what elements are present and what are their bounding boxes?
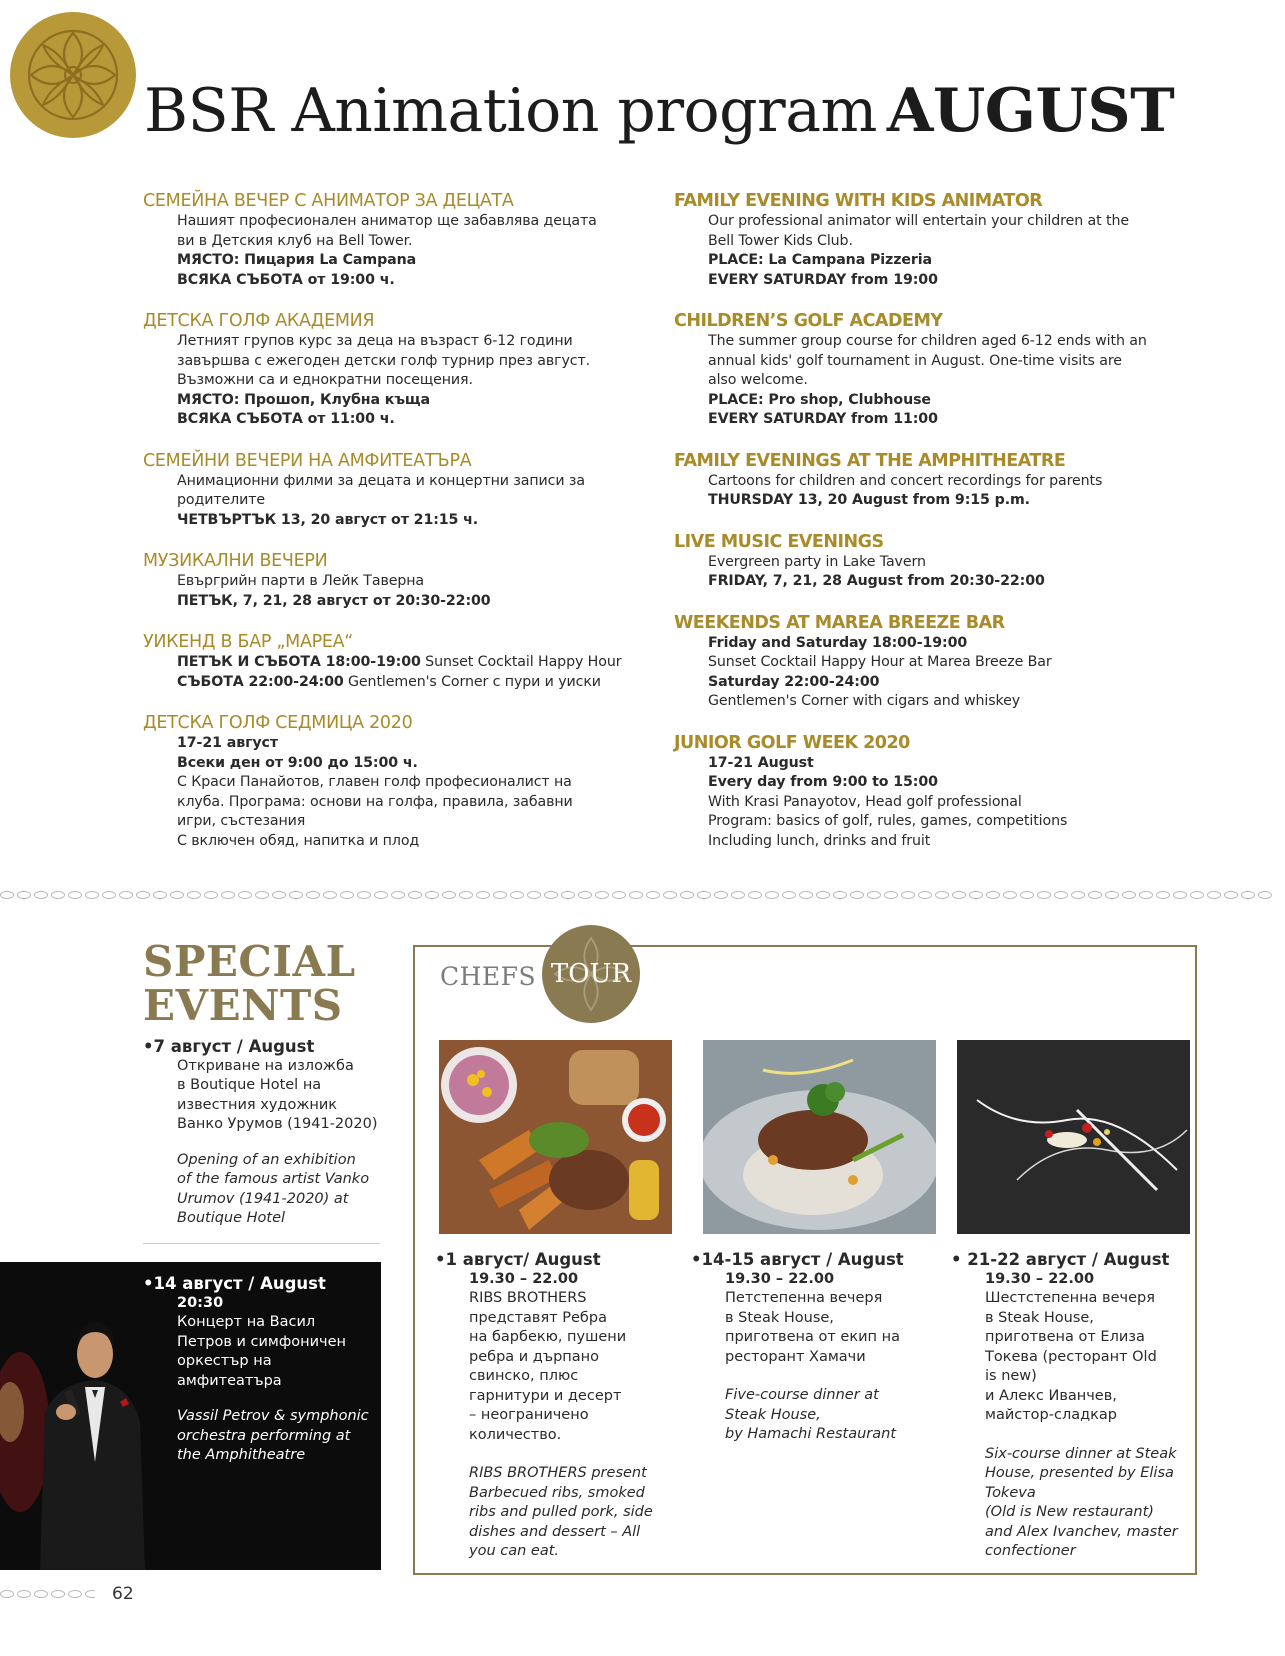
- program-item-title: СЕМЕЙНА ВЕЧЕР С АНИМАТОР ЗА ДЕЦАТА: [143, 191, 514, 211]
- program-item-line: [177, 391, 663, 411]
- divider-link: [714, 891, 728, 899]
- program-item-line: [177, 271, 663, 291]
- program-item: [674, 732, 1194, 852]
- line-text: Including lunch, drinks and fruit: [708, 832, 931, 849]
- event-line: приготвена от Елиза: [985, 1329, 1145, 1345]
- program-item-line: [708, 352, 1194, 372]
- event-line: Steak House,: [725, 1406, 821, 1423]
- program-item-line: [177, 832, 663, 852]
- divider-link: [459, 891, 473, 899]
- event-line: the Amphitheatre: [177, 1447, 306, 1463]
- program-item-line: [177, 754, 663, 774]
- line-text: Friday and Saturday 18:00-19:00: [708, 634, 968, 651]
- program-item-line: [708, 410, 1194, 430]
- line-text: Sunset Cocktail Happy Hour at Marea Breeze Bar: [708, 654, 1052, 670]
- program-item-line: [177, 734, 663, 754]
- divider-link: [1224, 891, 1238, 899]
- event-date: •14-15 август / August: [691, 1250, 904, 1269]
- line-text: The summer group course for children aged 6-12 ends with an: [708, 333, 1147, 349]
- event-line: представят Ребра: [469, 1309, 607, 1326]
- divider-link: [1054, 891, 1068, 899]
- program-item-line: [177, 812, 663, 832]
- divider-link: [1139, 891, 1153, 899]
- line-text: PLACE: La Campana Pizzeria: [708, 252, 933, 268]
- divider-link: [1258, 891, 1272, 899]
- ornament-logo: [10, 12, 136, 138]
- event-line: is new): [985, 1368, 1037, 1384]
- divider-link: [1156, 891, 1170, 899]
- program-en-column: [674, 190, 1194, 871]
- program-item-title: ДЕТСКА ГОЛФ СЕДМИЦА 2020: [143, 713, 413, 733]
- special-event-2: [0, 1262, 381, 1570]
- event-line: you can eat.: [469, 1543, 560, 1559]
- event-date: •1 август/ August: [435, 1250, 601, 1269]
- event-line: Откриване на изложба: [177, 1057, 354, 1074]
- event-line: ребра и дърпано: [469, 1348, 599, 1365]
- divider-link: [850, 891, 864, 899]
- line-text: annual kids' golf tournament in August. One-time visits are: [708, 352, 1122, 369]
- divider-link: [51, 1590, 65, 1598]
- program-item-line: [708, 692, 1194, 712]
- program-item-line: [708, 754, 1194, 774]
- divider-link: [255, 891, 269, 899]
- footer-ornament: [0, 1587, 95, 1601]
- divider-link: [901, 891, 915, 899]
- program-item: [674, 190, 1194, 290]
- line-text: ви в Детския клуб на Bell Tower.: [177, 232, 413, 249]
- line-text: МЯСТО: Пицария La Campana: [177, 252, 417, 268]
- divider-link: [476, 891, 490, 899]
- program-item-line: [177, 410, 663, 430]
- divider-link: [1207, 891, 1221, 899]
- divider-link: [442, 891, 456, 899]
- divider-link: [119, 891, 133, 899]
- line-text: 17-21 август: [177, 735, 278, 751]
- event-line: гарнитури и десерт: [469, 1387, 622, 1404]
- divider-link: [1003, 891, 1017, 899]
- program-item-line: [708, 332, 1194, 352]
- event-line: Five-course dinner at: [725, 1387, 879, 1403]
- chefs-event-1: [435, 1250, 685, 1562]
- program-item-line: [708, 773, 1194, 793]
- event-line: Boutique Hotel: [177, 1210, 286, 1226]
- program-item-title: CHILDREN’S GOLF ACADEMY: [674, 311, 943, 331]
- line-text: 17-21 August: [708, 754, 814, 771]
- divider-link: [408, 891, 422, 899]
- divider-link: [544, 891, 558, 899]
- program-item-title: LIVE MUSIC EVENINGS: [674, 531, 884, 552]
- line-text: Program: basics of golf, rules, games, competitions: [708, 813, 1068, 829]
- event-line: Vassil Petrov & symphonic: [177, 1408, 369, 1424]
- line-text: Летният групов курс за деца на възраст 6-12 години: [177, 333, 573, 349]
- divider-link: [17, 891, 31, 899]
- chefs-title: CHEFS: [440, 962, 537, 991]
- divider-link: [272, 891, 286, 899]
- divider-link: [1173, 891, 1187, 899]
- line-text: THURSDAY 13, 20 August from 9:15 p.m.: [708, 492, 1030, 508]
- line-rest: Sunset Cocktail Happy Hour: [420, 654, 622, 670]
- divider-link: [918, 891, 932, 899]
- divider-link: [527, 891, 541, 899]
- line-text: With Krasi Panayotov, Head golf professional: [708, 793, 1022, 810]
- event-time: 19.30 – 22.00: [985, 1270, 1095, 1287]
- line-text: ЧЕТВЪРТЪК 13, 20 август от 21:15 ч.: [177, 511, 479, 528]
- line-text: Анимационни филми за децата и концертни записи за: [177, 472, 585, 489]
- program-item-line: [177, 212, 663, 232]
- program-item-line: [177, 572, 663, 592]
- line-text: родителите: [177, 492, 265, 508]
- program-item: [674, 612, 1194, 712]
- divider-link: [578, 891, 592, 899]
- divider-link: [952, 891, 966, 899]
- singer-photo: [0, 1262, 145, 1570]
- event-line: and Alex Ivanchev, master: [985, 1523, 1178, 1540]
- divider-link: [238, 891, 252, 899]
- divider-link: [595, 891, 609, 899]
- line-text: СЪБОТА 22:00-24:00: [177, 673, 344, 690]
- divider-link: [340, 891, 354, 899]
- divider-link: [1190, 891, 1204, 899]
- program-item-line: [708, 832, 1194, 852]
- program-item: [143, 450, 663, 531]
- line-text: FRIDAY, 7, 21, 28 August from 20:30-22:00: [708, 573, 1045, 589]
- divider-link: [799, 891, 813, 899]
- event-time: 20:30: [177, 1294, 224, 1311]
- program-item-line: [177, 511, 663, 531]
- divider-link: [374, 891, 388, 899]
- line-text: PLACE: Pro shop, Clubhouse: [708, 391, 931, 408]
- line-rest: Gentlemen's Corner с пури и уиски: [343, 673, 601, 690]
- divider-link: [1037, 891, 1051, 899]
- line-text: С Краси Панайотов, главен голф професионалист на: [177, 774, 572, 790]
- event-line: Петров и симфоничен: [177, 1333, 347, 1350]
- program-item: [674, 310, 1194, 430]
- event-line: Шестстепенна вечеря: [985, 1290, 1155, 1306]
- program-item-line: [708, 634, 1194, 654]
- line-text: ПЕТЪК, 7, 21, 28 август от 20:30-22:00: [177, 592, 491, 609]
- divider-link: [170, 891, 184, 899]
- event-time: 19.30 – 22.00: [469, 1270, 579, 1287]
- divider-link: [1020, 891, 1034, 899]
- event-line: в Boutique Hotel на: [177, 1077, 322, 1093]
- divider-link: [306, 891, 320, 899]
- event-line: в Steak House,: [725, 1309, 834, 1326]
- line-text: EVERY SATURDAY from 19:00: [708, 271, 938, 288]
- event-line: of the famous artist Vanko: [177, 1171, 370, 1187]
- page-number: 62: [112, 1584, 134, 1604]
- program-item-line: [177, 251, 663, 271]
- divider-link: [867, 891, 881, 899]
- event-line: на барбекю, пушени: [469, 1329, 627, 1345]
- event-line: майстор-сладкар: [985, 1407, 1117, 1423]
- program-item-line: [708, 553, 1194, 573]
- special-events-title-line1: SPECIAL: [143, 937, 356, 986]
- program-item-line: [177, 653, 663, 673]
- program-item-line: [708, 232, 1194, 252]
- program-item: [143, 631, 663, 692]
- divider-link: [986, 891, 1000, 899]
- program-item-title: МУЗИКАЛНИ ВЕЧЕРИ: [143, 551, 328, 571]
- line-text: завършва с ежегоден детски голф турнир през август.: [177, 352, 591, 369]
- divider-link: [391, 891, 405, 899]
- event-separator: [143, 1243, 380, 1244]
- program-item-line: [177, 352, 663, 372]
- event-line: – неограничено: [469, 1407, 589, 1423]
- divider-link: [153, 891, 167, 899]
- line-text: also welcome.: [708, 372, 808, 388]
- program-item-line: [708, 793, 1194, 813]
- program-item-line: [177, 491, 663, 511]
- program-item-line: [708, 271, 1194, 291]
- program-item-line: [708, 472, 1194, 492]
- event-line: RIBS BROTHERS present: [469, 1465, 647, 1481]
- dish-photo-steak: [703, 1040, 936, 1234]
- event-line: Ванко Урумов (1941-2020): [177, 1116, 378, 1132]
- title-light: BSR Animation program: [144, 76, 877, 146]
- divider-link: [221, 891, 235, 899]
- event-en-text: [143, 1151, 383, 1229]
- program-item-title: УИКЕНД В БАР „МАРЕА“: [143, 632, 354, 652]
- program-item-line: [708, 491, 1194, 511]
- line-text: Cartoons for children and concert recordings for parents: [708, 472, 1103, 489]
- program-item-line: [177, 793, 663, 813]
- program-item-title: FAMILY EVENINGS AT THE AMPHITHEATRE: [674, 450, 1066, 471]
- ornament-divider: [0, 888, 1285, 902]
- event-line: оркестър на: [177, 1353, 272, 1369]
- special-events-title: [143, 937, 356, 1030]
- divider-link: [782, 891, 796, 899]
- event-line: количество.: [469, 1426, 562, 1443]
- divider-link: [561, 891, 575, 899]
- program-item-line: [177, 232, 663, 252]
- divider-link: [85, 1590, 95, 1598]
- event-text: [143, 1274, 373, 1466]
- tour-badge: [542, 925, 640, 1023]
- line-text: Нашият професионален аниматор ще забавлява децата: [177, 213, 597, 229]
- program-item-line: [708, 251, 1194, 271]
- event-line: (Old is New restaurant): [985, 1504, 1154, 1520]
- program-item-line: [708, 212, 1194, 232]
- divider-link: [935, 891, 949, 899]
- program-item: [674, 450, 1194, 511]
- divider-link: [34, 891, 48, 899]
- event-line: ribs and pulled pork, side: [469, 1504, 653, 1520]
- chefs-event-2: [691, 1250, 941, 1445]
- divider-link: [68, 891, 82, 899]
- line-text: клуба. Програма: основи на голфа, правила, забавни: [177, 793, 573, 810]
- event-line: Tokeva: [985, 1484, 1036, 1501]
- line-text: Evergreen party in Lake Tavern: [708, 553, 926, 570]
- divider-link: [816, 891, 830, 899]
- line-text: Bell Tower Kids Club.: [708, 232, 853, 249]
- special-event-1: [143, 1037, 383, 1229]
- divider-link: [187, 891, 201, 899]
- divider-link: [697, 891, 711, 899]
- program-item-line: [708, 391, 1194, 411]
- event-line: известния художник: [177, 1096, 338, 1113]
- divider-link: [102, 891, 116, 899]
- divider-link: [731, 891, 745, 899]
- divider-link: [833, 891, 847, 899]
- ornament-icon: [23, 25, 123, 125]
- divider-link: [136, 891, 150, 899]
- divider-link: [1241, 891, 1255, 899]
- line-text: Всеки ден от 9:00 до 15:00 ч.: [177, 754, 418, 771]
- page-title: [144, 78, 1174, 144]
- divider-link: [1071, 891, 1085, 899]
- divider-link: [204, 891, 218, 899]
- program-item: [143, 550, 663, 611]
- chefs-event-3: [951, 1250, 1201, 1562]
- event-line: Urumov (1941-2020) at: [177, 1190, 349, 1207]
- program-item-line: [708, 673, 1194, 693]
- program-item-line: [177, 592, 663, 612]
- event-line: Barbecued ribs, smoked: [469, 1484, 645, 1501]
- program-item-line: [708, 371, 1194, 391]
- program-item-title: СЕМЕЙНИ ВЕЧЕРИ НА АМФИТЕАТЪРА: [143, 450, 472, 471]
- program-bg-column: [143, 190, 663, 871]
- divider-link: [1105, 891, 1119, 899]
- divider-link: [680, 891, 694, 899]
- line-text: Евъргрийн парти в Лейк Таверна: [177, 573, 425, 589]
- divider-link: [646, 891, 660, 899]
- program-item-line: [708, 812, 1194, 832]
- program-item: [143, 712, 663, 851]
- event-line: Концерт на Васил: [177, 1314, 316, 1330]
- program-item-title: JUNIOR GOLF WEEK 2020: [674, 732, 910, 753]
- special-events-title-line2: EVENTS: [143, 981, 343, 1030]
- event-line: свинско, плюс: [469, 1368, 579, 1384]
- divider-link: [493, 891, 507, 899]
- divider-link: [357, 891, 371, 899]
- program-item-line: [177, 673, 663, 693]
- line-text: С включен обяд, напитка и плод: [177, 832, 420, 849]
- event-line: амфитеатъра: [177, 1372, 282, 1389]
- event-line: приготвена от екип на: [725, 1329, 900, 1345]
- event-line: RIBS BROTHERS: [469, 1290, 587, 1306]
- divider-link: [663, 891, 677, 899]
- divider-link: [748, 891, 762, 899]
- divider-link: [323, 891, 337, 899]
- line-text: EVERY SATURDAY from 11:00: [708, 411, 938, 427]
- event-bg-text: [143, 1057, 383, 1135]
- event-line: confectioner: [985, 1543, 1076, 1559]
- event-line: dishes and dessert – All: [469, 1523, 641, 1540]
- divider-link: [51, 891, 65, 899]
- divider-link: [884, 891, 898, 899]
- program-item-title: ДЕТСКА ГОЛФ АКАДЕМИЯ: [143, 311, 375, 331]
- program-item-line: [177, 472, 663, 492]
- program-item-line: [177, 773, 663, 793]
- event-line: Opening of an exhibition: [177, 1151, 356, 1168]
- line-text: игри, състезания: [177, 813, 306, 829]
- divider-link: [969, 891, 983, 899]
- divider-link: [765, 891, 779, 899]
- event-line: by Hamachi Restaurant: [725, 1426, 897, 1442]
- event-date: •14 август / August: [143, 1274, 326, 1293]
- divider-link: [510, 891, 524, 899]
- event-line: ресторант Хамачи: [725, 1348, 866, 1365]
- line-text: ВСЯКА СЪБОТА от 19:00 ч.: [177, 271, 395, 288]
- event-line: Токева (ресторант Old: [985, 1348, 1157, 1365]
- event-line: House, presented by Elisa: [985, 1465, 1174, 1481]
- divider-link: [1088, 891, 1102, 899]
- event-line: и Алекс Иванчев,: [985, 1387, 1117, 1404]
- line-text: Saturday 22:00-24:00: [708, 673, 880, 690]
- program-item-line: [708, 572, 1194, 592]
- event-date: • 21-22 август / August: [951, 1250, 1170, 1269]
- divider-link: [68, 1590, 82, 1598]
- title-bold: AUGUST: [886, 76, 1175, 146]
- divider-link: [289, 891, 303, 899]
- divider-link: [1122, 891, 1136, 899]
- program-item: [143, 310, 663, 430]
- program-item-line: [708, 653, 1194, 673]
- program-item-title: FAMILY EVENING WITH KIDS ANIMATOR: [674, 191, 1043, 211]
- event-line: в Steak House,: [985, 1309, 1094, 1326]
- program-item-line: [177, 332, 663, 352]
- divider-link: [0, 891, 14, 899]
- event-line: orchestra performing at: [177, 1427, 351, 1444]
- line-text: Every day from 9:00 to 15:00: [708, 774, 938, 790]
- event-line: Six-course dinner at Steak: [985, 1445, 1177, 1462]
- divider-link: [34, 1590, 48, 1598]
- line-text: Възможни са и еднократни посещения.: [177, 372, 473, 388]
- divider-link: [85, 891, 99, 899]
- dish-photo-dessert: [957, 1040, 1190, 1234]
- event-date: •7 август / August: [143, 1037, 315, 1056]
- event-time: 19.30 – 22.00: [725, 1270, 835, 1287]
- divider-link: [629, 891, 643, 899]
- line-text: МЯСТО: Прошоп, Клубна къща: [177, 391, 430, 408]
- divider-link: [612, 891, 626, 899]
- divider-link: [425, 891, 439, 899]
- program-item: [143, 190, 663, 290]
- line-text: Our professional animator will entertain your children at the: [708, 213, 1129, 229]
- divider-link: [17, 1590, 31, 1598]
- program-item-title: WEEKENDS AT MAREA BREEZE BAR: [674, 612, 1005, 633]
- divider-link: [0, 1590, 14, 1598]
- event-line: Петстепенна вечеря: [725, 1290, 883, 1306]
- line-text: ПЕТЪК И СЪБОТА 18:00-19:00: [177, 654, 421, 670]
- line-text: Gentlemen's Corner with cigars and whiskey: [708, 693, 1021, 709]
- dish-photo-ribs: [439, 1040, 672, 1234]
- program-item: [674, 531, 1194, 592]
- line-text: ВСЯКА СЪБОТА от 11:00 ч.: [177, 411, 395, 427]
- program-item-line: [177, 371, 663, 391]
- tour-label: TOUR: [550, 959, 632, 989]
